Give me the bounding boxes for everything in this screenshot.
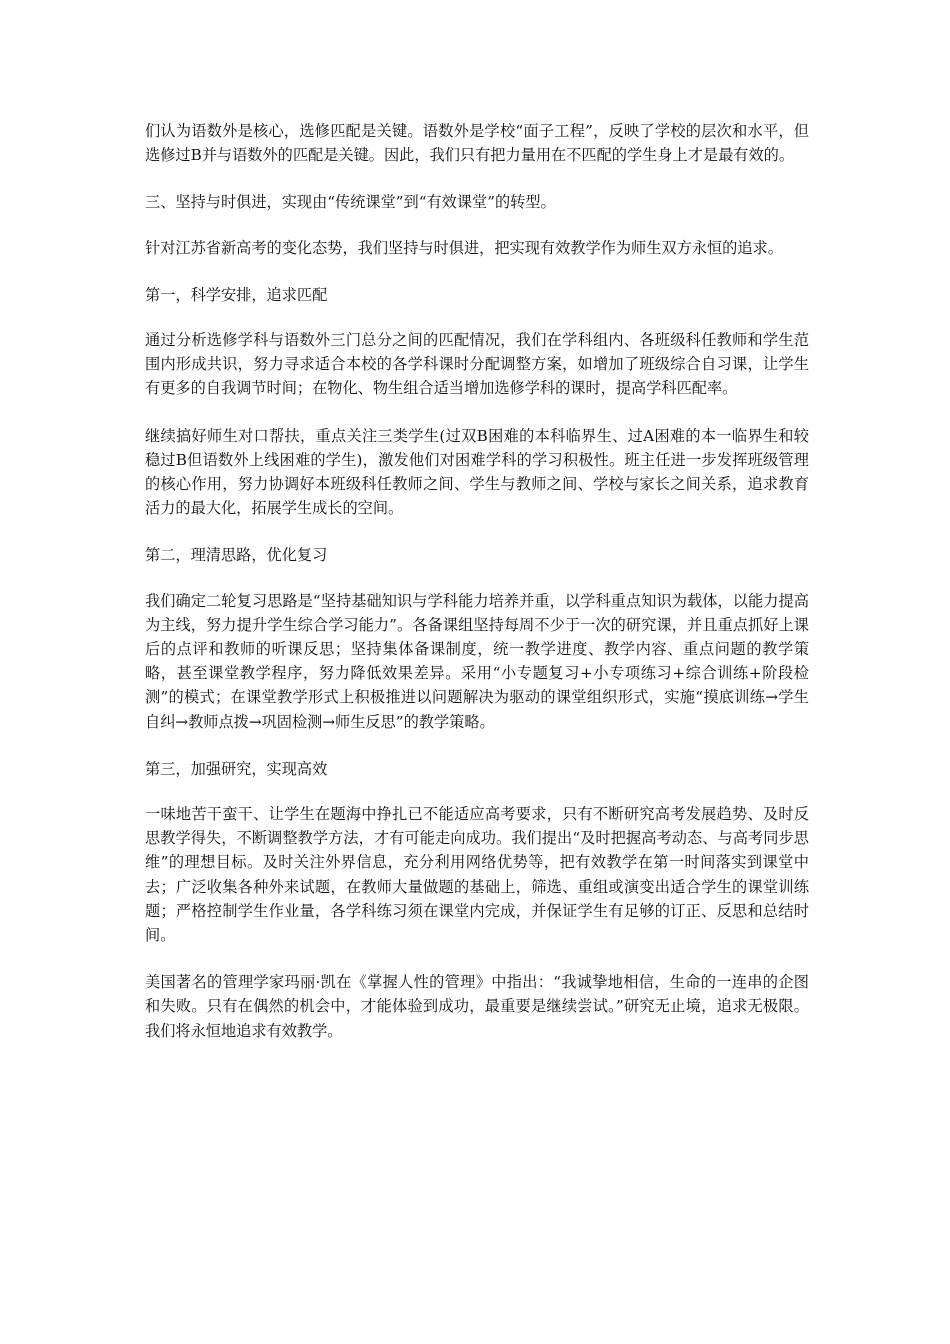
subheading-third: 第三，加强研究，实现高效 <box>145 759 328 778</box>
document-body <box>145 119 809 1066</box>
paragraph-review: 我们确定二轮复习思路是“坚持基础知识与学科能力培养并重，以学科重点知识为载体，以能力提高为主线，努力提升学生综合学习能力”。各备课组坚持每周不少于一次的研究课，并且重点抓好上课后的点评和教师的听课反思；坚持集体备课制度，统一教学进度、教学内容、重点问题的教学策略，甚至课堂教学程序，努力降低效果差异。采用“小专题复习+小专项练习+综合训练+阶段检测”的模式；在课堂教学形式上积极推进以问题解决为驱动的课堂组织形式，实施“摸底训练→学生自纠→教师点拨→巩固检测→师生反思”的教学策略。 <box>145 591 809 731</box>
paragraph-mentoring: 继续搞好师生对口帮扶，重点关注三类学生(过双B困难的本科临界生、过A困难的本一临界生和较稳过B但语数外上线困难的学生)，激发他们对困难学科的学习积极性。班主任进一步发挥班级管理的核心作用，努力协调好本班级科任教师之间、学生与教师之间、学校与家长之间关系，追求教育活力的最大化，拓展学生成长的空间。 <box>145 426 809 518</box>
subheading-first: 第一，科学安排，追求匹配 <box>145 285 328 304</box>
section-heading-3: 三、坚持与时俱进，实现由“传统课堂”到“有效课堂”的转型。 <box>145 193 556 212</box>
paragraph-closing: 美国著名的管理学家玛丽·凯在《掌握人性的管理》中指出：“我诚挚地相信，生命的一连串的企图和失败。只有在偶然的机会中，才能体验到成功，最重要是继续尝试。”研究无止境，追求无极限。我们将永恒地追求有效教学。 <box>145 973 809 1040</box>
paragraph-research: 一味地苦干蛮干、让学生在题海中挣扎已不能适应高考要求，只有不断研究高考发展趋势、及时反思教学得失，不断调整教学方法，才有可能走向成功。我们提出“及时把握高考动态、与高考同步思维”的理想目标。及时关注外界信息，充分利用网络优势等，把有效教学在第一时间落实到课堂中去；广泛收集各种外来试题，在教师大量做题的基础上，筛选、重组或演变出适合学生的课堂训练题；严格控制学生作业量，各学科练习须在课堂内完成，并保证学生有足够的订正、反思和总结时间。 <box>145 805 809 945</box>
subheading-second: 第二，理清思路，优化复习 <box>145 546 328 565</box>
paragraph-continuation: 们认为语数外是核心，选修匹配是关键。语数外是学校“面子工程”，反映了学校的层次和水平，但选修过B并与语数外的匹配是关键。因此，我们只有把力量用在不匹配的学生身上才是最有效的。 <box>145 122 809 165</box>
paragraph-intro: 针对江苏省新高考的变化态势，我们坚持与时俱进，把实现有效教学作为师生双方永恒的追求。 <box>145 238 783 257</box>
paragraph-matching: 通过分析选修学科与语数外三门总分之间的匹配情况，我们在学科组内、各班级科任教师和学生范围内形成共识，努力寻求适合本校的各学科课时分配调整方案，如增加了班级综合自习课，让学生有更多的自我调节时间；在物化、物生组合适当增加选修学科的课时，提高学科匹配率。 <box>145 331 809 398</box>
